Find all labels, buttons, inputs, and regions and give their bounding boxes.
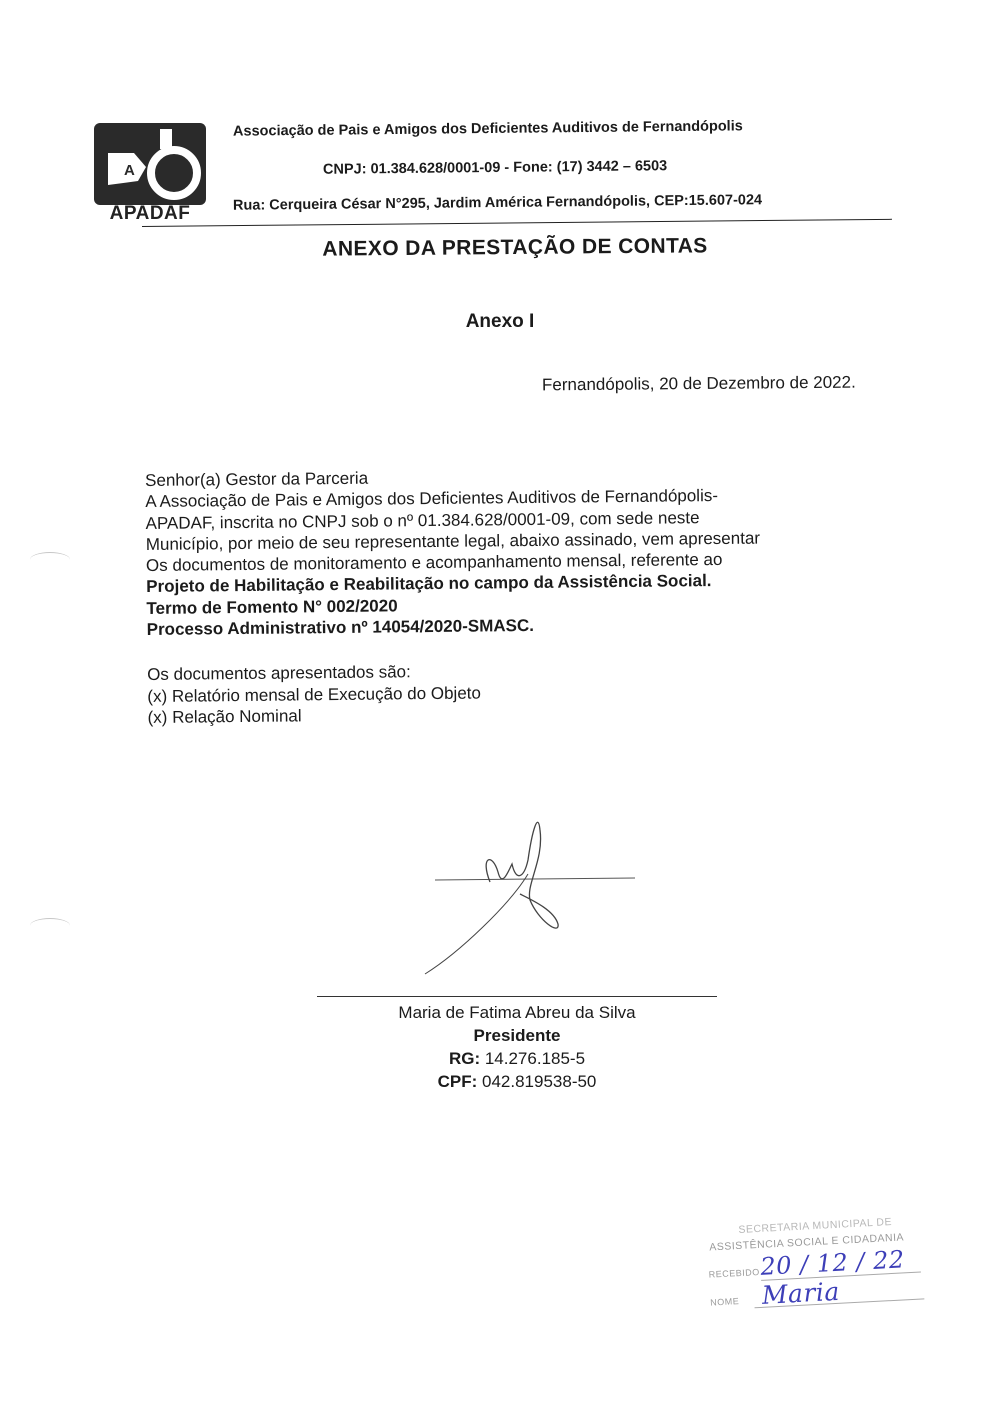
document-item: (x) Relação Nominal xyxy=(147,706,302,727)
apadaf-logo xyxy=(94,123,206,227)
stamp-line-2: ASSISTÊNCIA SOCIAL E CIDADANIA xyxy=(709,1231,905,1254)
svg-text:A: A xyxy=(124,162,135,179)
letter-body xyxy=(145,462,868,728)
header-rule xyxy=(142,219,892,227)
signer-name: Maria de Fatima Abreu da Silva xyxy=(398,1003,636,1022)
project-name: Projeto de Habilitação e Reabilitação no campo da Assistência Social. xyxy=(146,571,712,597)
cpf-label: CPF: xyxy=(437,1072,478,1091)
signer-role: Presidente xyxy=(473,1026,561,1045)
date-line: Fernandópolis, 20 de Dezembro de 2022. xyxy=(542,372,857,395)
rg-value: 14.276.185-5 xyxy=(484,1049,586,1068)
stamp-received-date: 20 / 12 / 22 xyxy=(759,1245,906,1281)
logo-text: APADAF xyxy=(109,203,191,224)
scan-artifact xyxy=(30,918,70,933)
signer-rg xyxy=(317,1047,717,1070)
stamp-received-label: RECEBIDO xyxy=(708,1266,760,1280)
document-item: (x) Relatório mensal de Execução do Objeto xyxy=(147,683,482,706)
signer-block xyxy=(317,1001,717,1093)
annex-subtitle: Anexo I xyxy=(465,311,535,332)
stamp-line-1: SECRETARIA MUNICIPAL DE xyxy=(738,1215,893,1236)
documents-intro: Os documentos apresentados são: xyxy=(147,662,411,685)
body-line: A Associação de Pais e Amigos dos Deficientes Auditivos de Fernandópolis- xyxy=(145,486,719,512)
signer-cpf xyxy=(317,1070,717,1093)
scan-artifact xyxy=(30,552,70,567)
body-line: Os documentos de monitoramento e acompanhamento mensal, referente ao xyxy=(145,550,723,576)
organization-name: Associação de Pais e Amigos dos Deficientes Auditivos de Fernandópolis xyxy=(232,118,743,140)
signature xyxy=(420,812,650,982)
contact-line: CNPJ: 01.384.628/0001-09 - Fone: (17) 3442 – 6503 xyxy=(322,158,668,178)
cpf-value: 042.819538-50 xyxy=(482,1072,597,1091)
receipt-stamp xyxy=(700,1210,937,1322)
signature-rule xyxy=(317,996,717,997)
document-title: ANEXO DA PRESTAÇÃO DE CONTAS xyxy=(322,234,708,261)
salutation: Senhor(a) Gestor da Parceria xyxy=(145,468,369,490)
stamp-name-value: Maria xyxy=(761,1276,841,1310)
address-line: Rua: Cerqueira César N°295, Jardim América Fernandópolis, CEP:15.607-024 xyxy=(232,192,763,214)
body-line: Município, por meio de seu representante legal, abaixo assinado, vem apresentar xyxy=(145,528,761,554)
stamp-name-label: NOME xyxy=(709,1296,740,1308)
body-line: APADAF, inscrita no CNPJ sob o nº 01.384.628/0001-09, com sede neste xyxy=(145,507,700,533)
rg-label: RG: xyxy=(448,1049,481,1068)
process-number: Processo Administrativo nº 14054/2020-SMASC. xyxy=(146,616,535,640)
term-number: Termo de Fomento N° 002/2020 xyxy=(146,596,398,618)
